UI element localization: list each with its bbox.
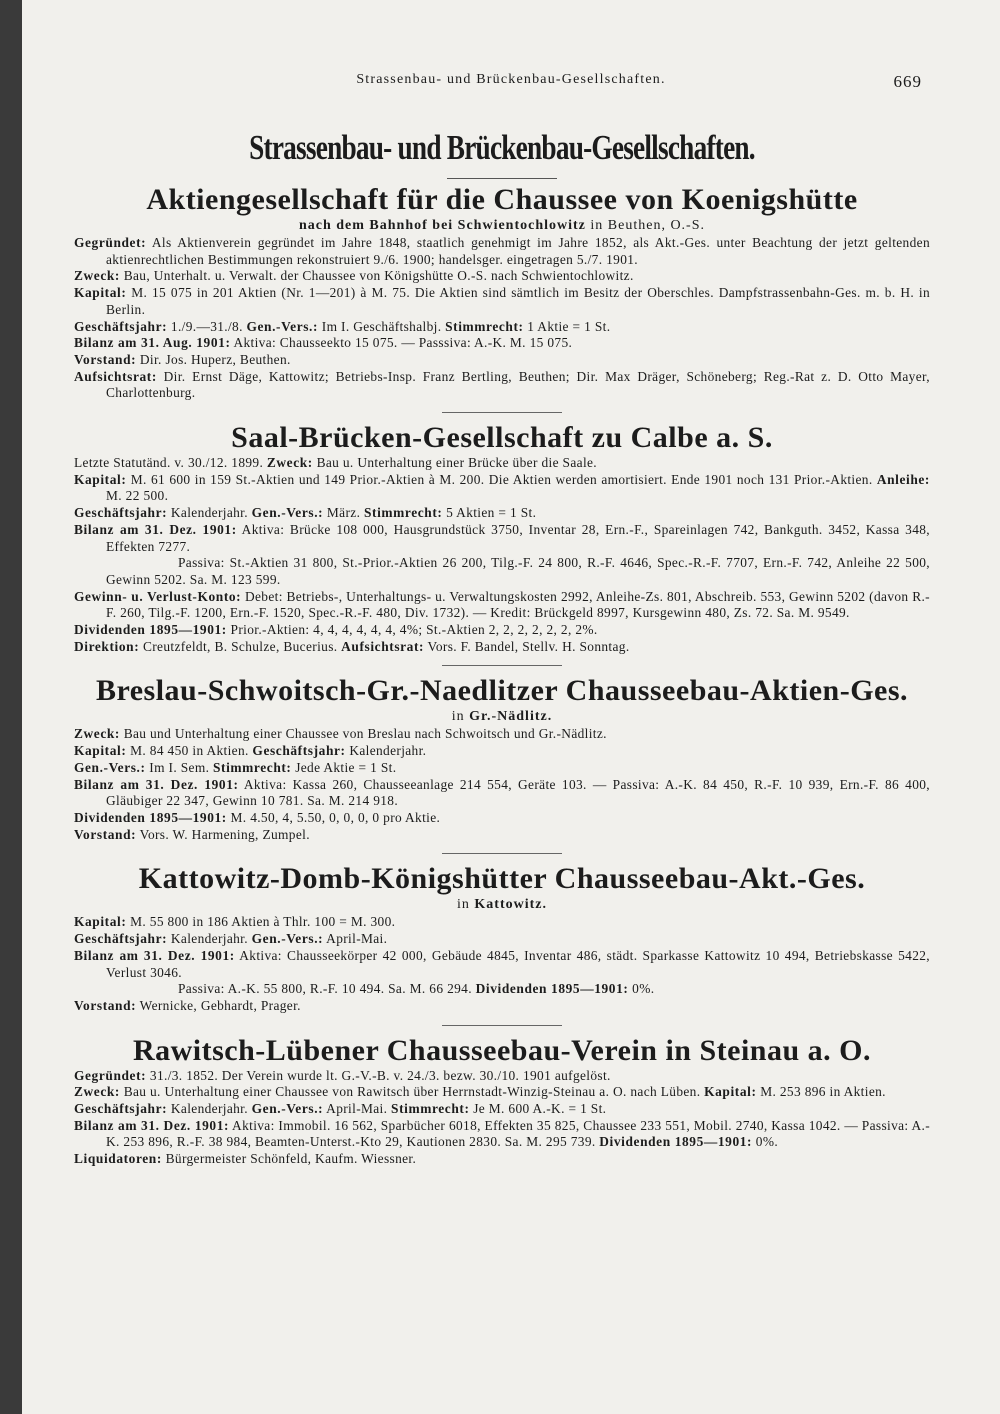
entry-text: 0%.: [752, 1134, 779, 1150]
entry-label: Liquidatoren:: [74, 1151, 162, 1167]
entry-text: Vors. F. Bandel, Stellv. H. Sonntag.: [424, 638, 630, 654]
entry-label: Stimmrecht:: [445, 318, 524, 334]
entry-bilanz: [74, 335, 930, 352]
entry-text: März.: [323, 505, 364, 521]
entry-text: April-Mai.: [323, 931, 388, 947]
running-head: [22, 72, 1000, 104]
entry-vorstand: [74, 827, 930, 844]
entry-gen-vers: [74, 760, 930, 777]
entry-text: 1./9.—31./8.: [167, 318, 247, 334]
entry-kapital: [74, 743, 930, 760]
entry-text: 31./3. 1852. Der Verein wurde lt. G.-V.-B. v. 24./3. bezw. 30./10. 1901 aufgelöst.: [146, 1067, 611, 1083]
entry-text: Debet: Betriebs-, Unterhaltungs- u. Verwaltungskosten 2992, Anleihe-Zs. 801, Abschreib. 553, Gewinn 5202 (davon R.-F. 260, Tilg.-F. 1200, Ern.-F. 1520, Spec.-R.-F. 480, Div. 1732). — Kredit: Brückgeld 8997, Kursgewinn 480, Zs. 72. Sa. M. 9549.: [106, 588, 930, 621]
entry-direktion: [74, 639, 930, 656]
entry-text: Bürgermeister Schönfeld, Kaufm. Wiessner.: [161, 1151, 417, 1167]
entry-label: Bilanz am 31. Dez. 1901:: [74, 947, 235, 963]
entry-text: Jede Aktie = 1 St.: [291, 759, 397, 775]
entry-text: Kalenderjahr.: [167, 1101, 252, 1117]
entry-dividenden: [74, 622, 930, 639]
company-section: [74, 862, 930, 1014]
entry-text: Dir. Ernst Däge, Kattowitz; Betriebs-Insp. Franz Bertling, Beuthen; Dir. Max Dräger, Schöneberg; Reg.-Rat z. D. Otto Mayer, Charlottenburg.: [106, 368, 930, 401]
entry-label: Bilanz am 31. Dez. 1901:: [74, 521, 237, 537]
section-divider: [442, 412, 562, 413]
entry-text: Kalenderjahr.: [345, 743, 427, 759]
company-section: [74, 421, 930, 655]
entry-label: Gegründet:: [74, 1067, 147, 1083]
entry-text: M. 84 450 in Aktien.: [126, 743, 253, 759]
location-rest: in Beuthen, O.-S.: [585, 218, 706, 233]
entry-text: M. 61 600 in 159 St.-Aktien und 149 Prior.-Aktien à M. 200. Die Aktien werden amortisiert. Ende 1901 noch 131 Prior.-Aktien.: [126, 471, 877, 487]
entry-statut: [74, 455, 930, 472]
entry-label: Gewinn- u. Verlust-Konto:: [74, 588, 242, 604]
company-section: [74, 674, 930, 843]
entry-text: Als Aktienverein gegründet im Jahre 1848, staatlich genehmigt im Jahre 1852, als Akt.-Ges. unter Beachtung der jetzt geltenden aktienrechtlichen Bestimmungen rekonstruiert 9./6. 1900; handelsger. eingetragen 5./7. 1901.: [106, 235, 930, 267]
entry-label: Zweck:: [74, 1084, 120, 1100]
entry-text: Bau u. Unterhaltung einer Brücke über die Saale.: [312, 455, 598, 471]
entry-text: Kalenderjahr.: [167, 931, 252, 947]
entry-label: Stimmrecht:: [391, 1101, 470, 1117]
entry-label: Kapital:: [74, 743, 127, 759]
page-number: 669: [893, 72, 922, 91]
entry-text: Letzte Statutänd. v. 30./12. 1899.: [74, 455, 267, 471]
location-bold: nach dem Bahnhof bei Schwientochlowitz: [298, 218, 586, 233]
entry-zweck: [74, 268, 930, 285]
entry-label: Gen.-Vers.:: [251, 931, 324, 947]
location-bold: Kattowitz.: [474, 897, 547, 913]
company-section: [74, 183, 930, 402]
entry-label: Zweck:: [266, 455, 313, 471]
entry-label: Gen.-Vers.:: [74, 759, 146, 775]
entry-text: Wernicke, Gebhardt, Prager.: [136, 997, 301, 1013]
entry-text: Aktiva: Brücke 108 000, Hausgrundstück 3750, Inventar 28, Ern.-F., Spareinlagen 742, Bankguth. 3452, Kassa 348, Effekten 7277.: [106, 521, 930, 554]
entry-label: Vorstand:: [74, 997, 137, 1013]
entry-bilanz: [74, 522, 930, 589]
entry-geschaeftsjahr: [74, 931, 930, 948]
company-location: [74, 217, 930, 235]
entry-text: April-Mai.: [323, 1101, 392, 1117]
company-section: [74, 1034, 930, 1168]
entry-bilanz: [74, 1118, 930, 1151]
entry-label: Kapital:: [74, 285, 127, 301]
entry-text: Im I. Sem.: [145, 759, 213, 775]
entry-label: Kapital:: [74, 471, 127, 487]
entry-label: Direktion:: [74, 638, 140, 654]
entry-text: M. 4.50, 4, 5.50, 0, 0, 0, 0 pro Aktie.: [226, 809, 441, 825]
entry-label: Gen.-Vers.:: [246, 318, 319, 334]
entry-geschaeftsjahr: [74, 1101, 930, 1118]
entry-geschaeftsjahr: [74, 319, 930, 336]
entry-label: Zweck:: [74, 268, 120, 284]
entry-gegruendet: [74, 1068, 930, 1085]
entry-bilanz: [74, 948, 930, 998]
entry-passiva: Passiva: St.-Aktien 31 800, St.-Prior.-Aktien 26 200, Tilg.-F. 24 800, R.-F. 4646, Spec.-R.-F. 7707, Ern.-F. 742, Anleihe 22 500, Gewinn 5202. Sa. M. 123 599.: [106, 555, 930, 587]
entry-label: Vorstand:: [74, 826, 137, 842]
entry-text: Aktiva: Kassa 260, Chausseeanlage 214 554, Geräte 103. — Passiva: A.-K. 84 450, R.-F. 10 939, Ern.-F. 86 400, Gläubiger 22 347, Gewinn 10 781. Sa. M. 214 918.: [106, 776, 930, 809]
location-bold: Gr.-Nädlitz.: [469, 709, 553, 725]
entry-kapital: [74, 472, 930, 505]
entry-label: Bilanz am 31. Aug. 1901:: [74, 335, 231, 351]
entry-text: Passiva: A.-K. 55 800, R.-F. 10 494. Sa. M. 66 294.: [178, 981, 476, 997]
entry-text: Dir. Jos. Huperz, Beuthen.: [136, 351, 291, 367]
entry-label: Anleihe:: [876, 471, 930, 487]
entry-kapital: [74, 285, 930, 318]
entry-label: Stimmrecht:: [213, 759, 292, 775]
entry-label: Geschäftsjahr:: [74, 1101, 168, 1117]
entry-zweck: [74, 726, 930, 743]
entry-label: Aufsichtsrat:: [74, 368, 157, 384]
section-divider: [442, 1025, 562, 1026]
title-divider: [447, 178, 557, 179]
entry-label: Gegründet:: [74, 235, 147, 250]
entry-text: M. 253 896 in Aktien.: [756, 1084, 886, 1100]
entry-label: Gen.-Vers.:: [251, 1101, 324, 1117]
entry-vorstand: [74, 998, 930, 1015]
entry-label: Dividenden 1895—1901:: [599, 1134, 753, 1150]
company-title: Saal-Brücken-Gesellschaft zu Calbe a. S.: [231, 421, 773, 455]
entry-label: Bilanz am 31. Dez. 1901:: [74, 1117, 230, 1133]
entry-label: Geschäftsjahr:: [74, 318, 168, 334]
entry-text: Aktiva: Chausseekto 15 075. — Passsiva: A.-K. M. 15 075.: [230, 335, 573, 351]
entry-text: 0%.: [628, 981, 655, 997]
entry-label: Dividenden 1895—1901:: [74, 809, 227, 825]
entry-label: Kapital:: [704, 1084, 757, 1100]
entry-text: Creutzfeldt, B. Schulze, Bucerius.: [139, 638, 342, 654]
entry-text: Vors. W. Harmening, Zumpel.: [136, 826, 310, 842]
entry-label: Zweck:: [74, 726, 120, 742]
entry-gegruendet: [74, 235, 930, 268]
company-location: [74, 896, 930, 914]
entry-text: Bau und Unterhaltung einer Chaussee von Breslau nach Schwoitsch und Gr.-Nädlitz.: [120, 726, 607, 742]
entry-label: Aufsichtsrat:: [341, 638, 425, 654]
entry-text: Aktiva: Chausseekörper 42 000, Gebäude 4845, Inventar 486, städt. Sparkasse Kattowitz 10 494, Betriebskasse 5422, Verlust 3046.: [106, 947, 930, 980]
entry-text: 5 Aktien = 1 St.: [442, 505, 537, 521]
entry-label: Geschäftsjahr:: [74, 931, 168, 947]
entry-vorstand: [74, 352, 930, 369]
entry-passiva: [106, 981, 930, 998]
entry-label: Dividenden 1895—1901:: [74, 622, 227, 638]
entry-text: Aktiva: Immobil. 16 562, Sparbücher 6018, Effekten 35 825, Chaussee 233 551, Mobil. 2740, Kassa 1042. — Passiva: A.-K. 253 896, R.-F. 38 984, Beamten-Unterst.-Kto 29, Kautionen 2830. Sa. M. 295 739.: [106, 1117, 930, 1150]
entry-kapital: [74, 914, 930, 931]
entry-label: Gen.-Vers.:: [251, 505, 324, 521]
page-content: [74, 128, 930, 1168]
entry-dividenden: [74, 810, 930, 827]
running-head-title: Strassenbau- und Brückenbau-Gesellschaften.: [356, 72, 666, 87]
main-title: Strassenbau- und Brückenbau-Gesellschaften.: [249, 128, 755, 167]
entry-text: Prior.-Aktien: 4, 4, 4, 4, 4, 4, 4%; St.-Aktien 2, 2, 2, 2, 2, 2, 2%.: [226, 622, 598, 638]
entry-zweck: [74, 1084, 930, 1101]
company-title: Kattowitz-Domb-Königshütter Chausseebau-Akt.-Ges.: [138, 862, 866, 896]
entry-text: Bau, Unterhalt. u. Verwalt. der Chaussee von Königshütte O.-S. nach Schwientochlowitz.: [120, 268, 634, 284]
section-divider: [442, 665, 562, 666]
document-page: [22, 0, 1000, 1414]
company-title: Rawitsch-Lübener Chausseebau-Verein in Steinau a. O.: [132, 1033, 872, 1067]
company-title: Aktiengesellschaft für die Chaussee von Koenigshütte: [146, 183, 858, 216]
entry-label: Dividenden 1895—1901:: [475, 981, 629, 997]
company-title: Breslau-Schwoitsch-Gr.-Naedlitzer Chausseebau-Aktien-Ges.: [95, 674, 909, 708]
entry-label: Stimmrecht:: [363, 505, 443, 521]
entry-label: Geschäftsjahr:: [252, 743, 346, 759]
entry-text: Bau u. Unterhaltung einer Chaussee von Rawitsch über Herrnstadt-Winzig-Steinau a. O. nach Lüben.: [120, 1084, 705, 1100]
entry-liquidatoren: [74, 1151, 930, 1168]
entry-text: Kalenderjahr.: [167, 505, 252, 521]
entry-aufsichtsrat: [74, 369, 930, 402]
entry-bilanz: [74, 777, 930, 810]
location-prefix: in: [457, 897, 475, 913]
entry-geschaeftsjahr: [74, 505, 930, 522]
entry-text: M. 15 075 in 201 Aktien (Nr. 1—201) à M. 75. Die Aktien sind sämtlich im Besitz der Oberschles. Dampfstrassenbahn-Ges. m. b. H. in Berlin.: [106, 285, 930, 317]
entry-label: Bilanz am 31. Dez. 1901:: [74, 776, 239, 792]
company-location: [74, 708, 930, 726]
entry-text: Im I. Geschäftshalbj.: [318, 318, 446, 334]
entry-label: Vorstand:: [74, 351, 137, 367]
section-divider: [442, 853, 562, 854]
location-prefix: in: [451, 709, 470, 725]
entry-text: Je M. 600 A.-K. = 1 St.: [469, 1101, 607, 1117]
entry-text: M. 55 800 in 186 Aktien à Thlr. 100 = M. 300.: [126, 914, 396, 930]
entry-text: M. 22 500.: [106, 488, 169, 504]
entry-text: 1 Aktie = 1 St.: [523, 318, 611, 334]
entry-gewinn-verlust: [74, 589, 930, 622]
entry-label: Geschäftsjahr:: [74, 505, 168, 521]
entry-label: Kapital:: [74, 914, 127, 930]
